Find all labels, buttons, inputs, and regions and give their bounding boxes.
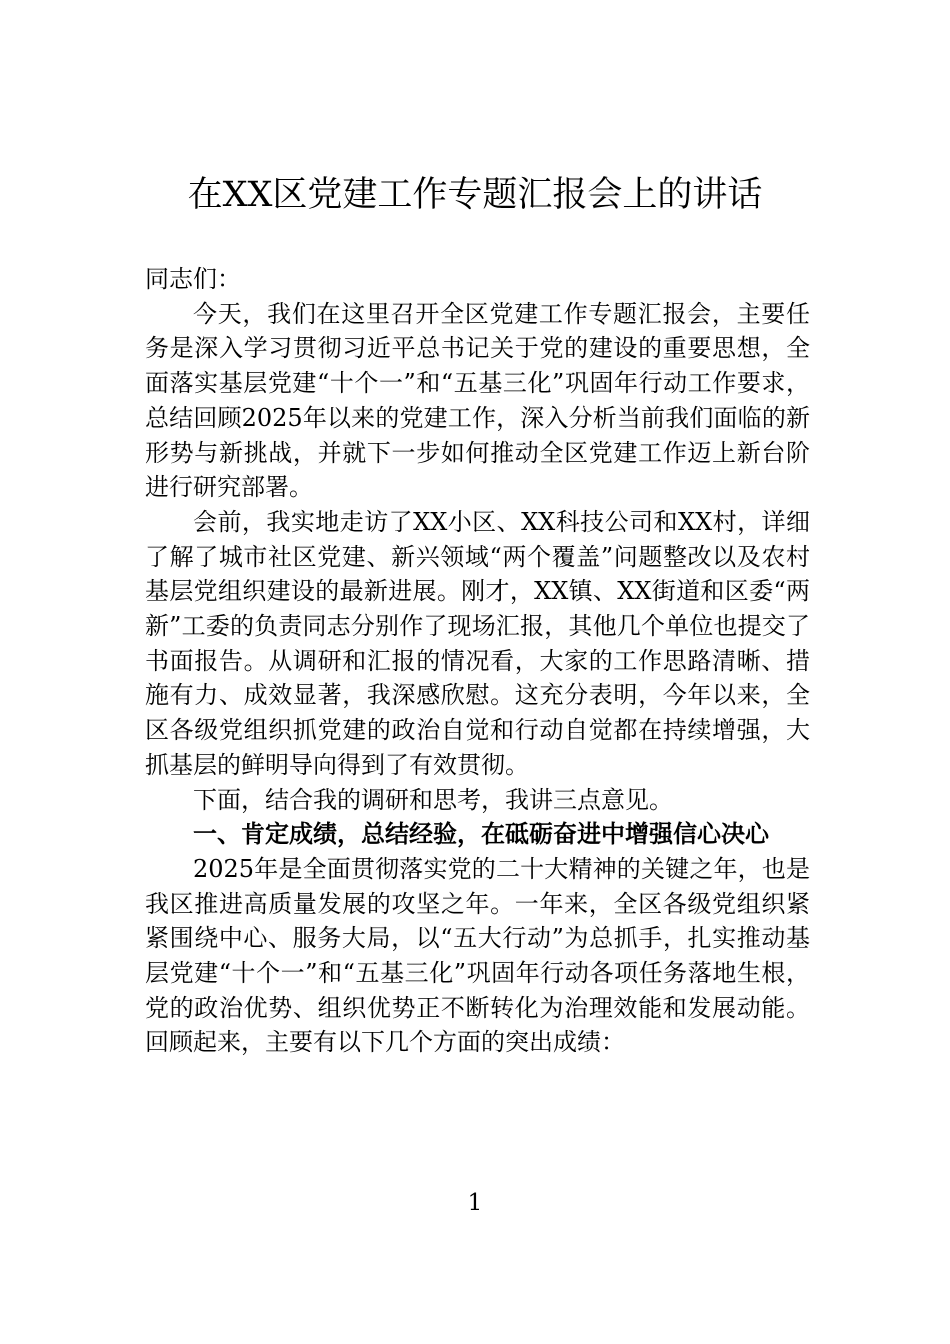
section-heading: 一、肯定成绩，总结经验，在砥砺奋进中增强信心决心 — [193, 819, 769, 849]
page-number: 1 — [467, 1190, 483, 1216]
salutation: 同志们： — [145, 265, 241, 293]
paragraph-transition: 下面，结合我的调研和思考，我讲三点意见。 — [193, 785, 673, 814]
document-title: 在XX区党建工作专题汇报会上的讲话 — [187, 175, 763, 215]
paragraph-research: 会前，我实地走访了XX小区、XX科技公司和XX村，详细了解了城市社区党建、新兴领域“两个覆盖”问题整改以及农村基层党组织建设的最新进展。刚才，XX镇、XX街道和区委“两新”工委的负责同志分别作了现场汇报，其他几个单位也提交了书面报告。从调研和汇报的情况看，大家的工作思路清晰、措施有力、成效显著，我深感欣慰。这充分表明，今年以来，全区各级党组织抓党建的政治自觉和行动自觉都在持续增强，大抓基层的鲜明导向得到了有效贯彻。 — [145, 507, 810, 779]
paragraph-opening: 今天，我们在这里召开全区党建工作专题汇报会，主要任务是深入学习贯彻习近平总书记关于党的建设的重要思想，全面落实基层党建“十个一”和“五基三化”巩固年行动工作要求，总结回顾2025年以来的党建工作，深入分析当前我们面临的新形势与新挑战，并就下一步如何推动全区党建工作迈上新台阶进行研究部署。 — [145, 299, 810, 502]
paragraph-achievements: 2025年是全面贯彻落实党的二十大精神的关键之年，也是我区推进高质量发展的攻坚之年。一年来，全区各级党组织紧紧围绕中心、服务大局，以“五大行动”为总抓手，扎实推动基层党建“十个一”和“五基三化”巩固年行动各项任务落地生根，党的政治优势、组织优势正不断转化为治理效能和发展动能。回顾起来，主要有以下几个方面的突出成绩： — [145, 854, 810, 1057]
document-body — [145, 262, 810, 1060]
